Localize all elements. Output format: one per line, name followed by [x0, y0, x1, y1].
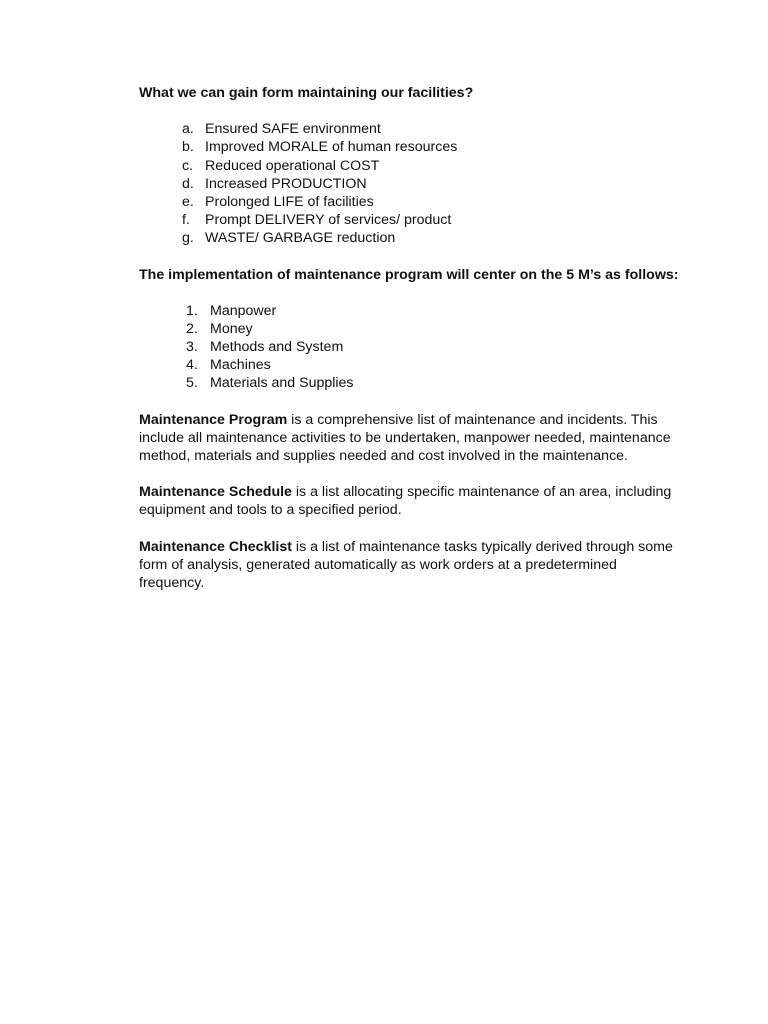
list-item-text: Machines	[210, 357, 271, 374]
list-item	[139, 374, 679, 392]
list-marker: e.	[182, 193, 194, 210]
list-item-text: Ensured SAFE environment	[205, 121, 381, 138]
list-item	[139, 120, 679, 138]
list-item	[139, 157, 679, 175]
list-item	[139, 211, 679, 229]
list-item	[139, 356, 679, 374]
list-item-text: Money	[210, 320, 253, 337]
list-marker: 1.	[186, 302, 198, 319]
list-item-text: Increased PRODUCTION	[205, 175, 367, 192]
list-marker: 3.	[186, 339, 198, 356]
list-item-text: WASTE/ GARBAGE reduction	[205, 230, 396, 247]
definition-maintenance-schedule	[139, 483, 679, 519]
definition-text: is a comprehensive list of maintenance and incidents. This include all maintenance activities to be undertaken, manpower needed, maintenance method, materials and supplies needed and cost involved in the maintenance.	[139, 411, 671, 465]
definition-term: Maintenance Schedule	[139, 484, 292, 501]
definition-maintenance-checklist	[139, 538, 679, 593]
section-heading-benefits: What we can gain form maintaining our facilities?	[139, 85, 474, 101]
five-ms-list	[139, 302, 679, 393]
definition-maintenance-program	[139, 411, 679, 466]
benefits-list	[139, 120, 679, 247]
list-marker: c.	[182, 157, 194, 174]
list-item	[139, 138, 679, 156]
list-item-text: Manpower	[210, 302, 277, 319]
list-marker: d.	[182, 175, 194, 192]
list-marker: 4.	[186, 357, 198, 374]
list-item	[139, 229, 679, 247]
list-item-text: Reduced operational COST	[205, 157, 380, 174]
list-item	[139, 320, 679, 338]
definition-text: is a list allocating specific maintenance of an area, including equipment and tools to a specified period.	[139, 484, 672, 519]
definition-term: Maintenance Checklist	[139, 538, 292, 555]
list-marker: a.	[182, 121, 194, 138]
document-body	[139, 84, 679, 592]
list-item-text: Prompt DELIVERY of services/ product	[205, 212, 452, 229]
list-item-text: Materials and Supplies	[210, 375, 354, 392]
list-item	[139, 193, 679, 211]
list-marker: f.	[182, 212, 190, 229]
definition-text: is a list of maintenance tasks typically derived through some form of analysis, generated automatically as work orders at a predetermined frequency.	[139, 538, 673, 592]
list-marker: g.	[182, 230, 194, 247]
list-item	[139, 175, 679, 193]
list-item-text: Improved MORALE of human resources	[205, 139, 458, 156]
list-item	[139, 338, 679, 356]
list-item-text: Methods and System	[210, 339, 344, 356]
list-marker: b.	[182, 139, 194, 156]
list-marker: 2.	[186, 320, 198, 337]
list-item-text: Prolonged LIFE of facilities	[205, 193, 374, 210]
definition-term: Maintenance Program	[139, 411, 288, 428]
list-item	[139, 302, 679, 320]
list-marker: 5.	[186, 375, 198, 392]
section-heading-5ms: The implementation of maintenance program will center on the 5 M’s as follows:	[139, 266, 679, 283]
